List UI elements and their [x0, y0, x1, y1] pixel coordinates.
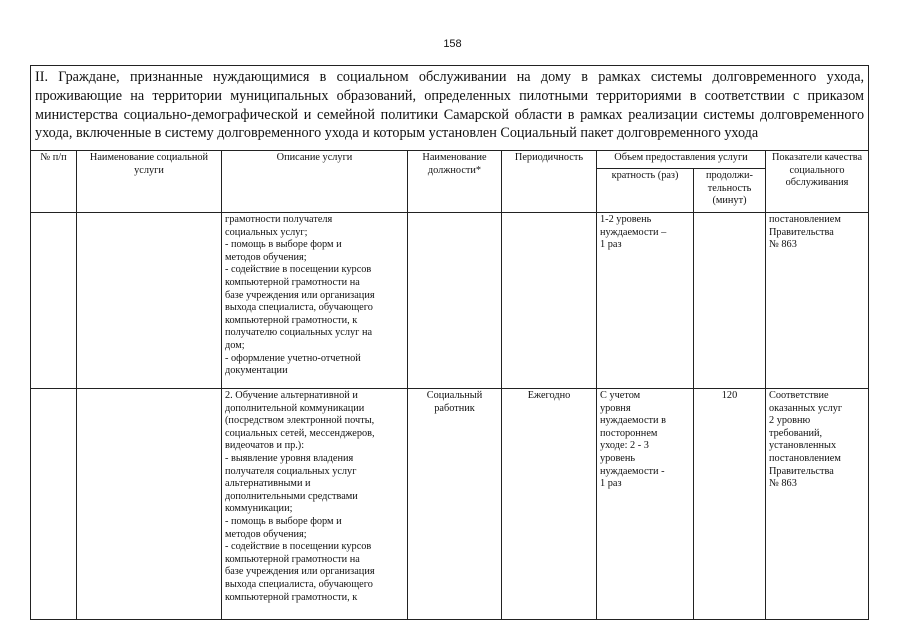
section-title-row — [31, 66, 869, 151]
header-volume-group: Объем предоставления услуги — [597, 151, 766, 169]
table-row — [31, 213, 869, 389]
row-periodicity — [502, 213, 597, 389]
header-num: № п/п — [31, 151, 77, 213]
row-service-name — [77, 213, 222, 389]
row-description: 2. Обучение альтернативной и дополнительной коммуникации (посредством электронной почты, социальных сетей, мессенджеров, видеочатов и пр.): - выявление уровня владения получателя социальных услуг альтернативными и дополнительными средствами коммуникации; - помощь в выборе форм и методов обучения; - содействие в посещении курсов компьютерной грамотности на базе учреждения или организация выхода специалиста, обучающего компьютерной грамотности, к — [222, 389, 408, 620]
row-duration: 120 — [694, 389, 766, 620]
page-number: 158 — [443, 38, 462, 50]
header-periodicity: Периодичность — [502, 151, 597, 213]
row-position — [408, 213, 502, 389]
row-description: грамотности получателя социальных услуг; - помощь в выборе форм и методов обучения; - содействие в посещении курсов компьютерной грамотности на базе учреждения или организация выхода специалиста, обучающего компьютерной грамотности, к получателю социальных услуг на дом; - оформление учетно-отчетной документации — [222, 213, 408, 389]
row-position: Социальный работник — [408, 389, 502, 620]
section-title: II. Граждане, признанные нуждающимися в социальном обслуживании на дому в рамках системы долговременного ухода, проживающие на территории муниципальных образований, определенных пилотными территориями в соответствии с приказом министерства социально-демографической и семейной политики Самарской области в рамках реализации системы долговременного ухода, включенные в систему долговременного ухода и которым установлен Социальный пакет долговременного ухода — [31, 66, 869, 151]
row-frequency: С учетом уровня нуждаемости в постороннем уходе: 2 - 3 уровень нуждаемости - 1 раз — [597, 389, 694, 620]
header-position: Наименование должности* — [408, 151, 502, 213]
header-frequency: кратность (раз) — [597, 169, 694, 213]
header-quality: Показатели качества социального обслуживания — [766, 151, 869, 213]
row-quality: постановлением Правительства № 863 — [766, 213, 869, 389]
row-periodicity: Ежегодно — [502, 389, 597, 620]
row-frequency: 1-2 уровень нуждаемости – 1 раз — [597, 213, 694, 389]
services-table — [30, 65, 869, 620]
row-quality: Соответствие оказанных услуг 2 уровню требований, установленных постановлением Правительства № 863 — [766, 389, 869, 620]
row-num — [31, 389, 77, 620]
row-num — [31, 213, 77, 389]
header-row — [31, 151, 869, 169]
header-duration: продолжи-тельность (минут) — [694, 169, 766, 213]
row-service-name — [77, 389, 222, 620]
header-description: Описание услуги — [222, 151, 408, 213]
table-row — [31, 389, 869, 620]
row-duration — [694, 213, 766, 389]
header-service-name: Наименование социальной услуги — [77, 151, 222, 213]
